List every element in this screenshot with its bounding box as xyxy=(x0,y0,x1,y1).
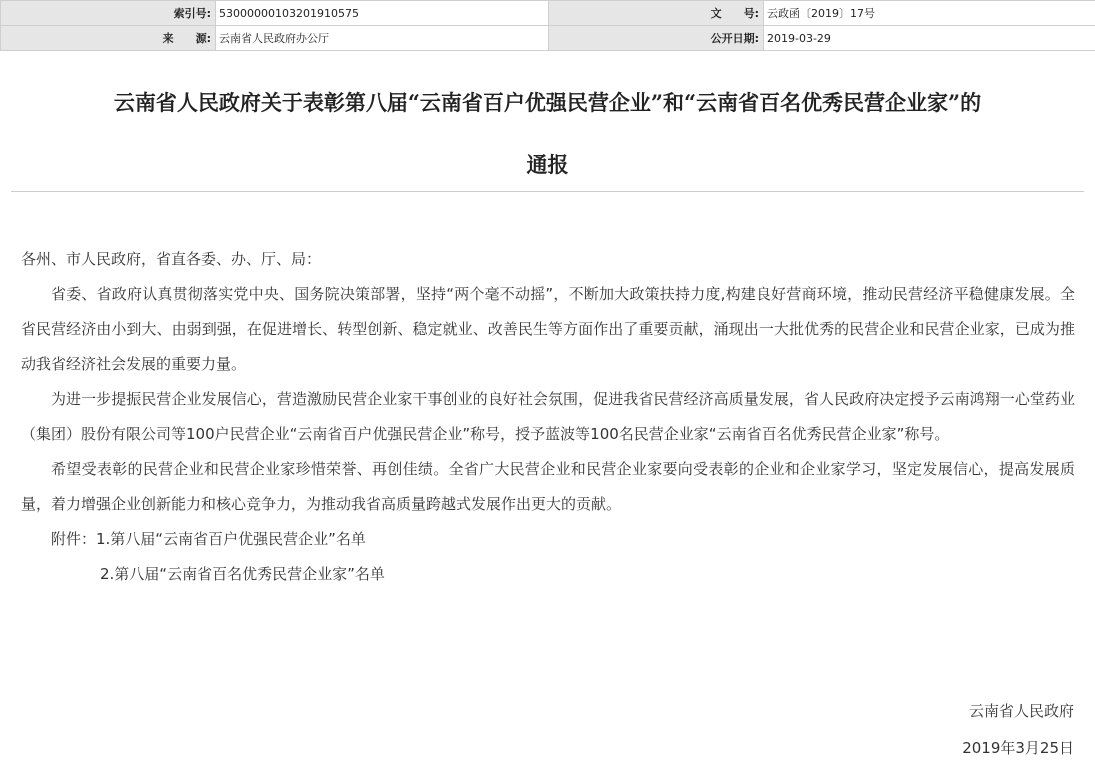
salutation: 各州、市人民政府，省直各委、办、厅、局： xyxy=(21,250,322,268)
metadata-table xyxy=(0,0,1095,51)
source-value: 云南省人民政府办公厅 xyxy=(216,26,549,51)
source-label: 来 源: xyxy=(1,26,216,51)
paragraph-1: 省委、省政府认真贯彻落实党中央、国务院决策部署，坚持“两个毫不动摇”，不断加大政策扶持力度,构建良好营商环境，推动民营经济平稳健康发展。全省民营经济由小到大、由弱到强，在促进增长、转型创新、稳定就业、改善民生等方面作出了重要贡献，涌现出一大批优秀的民营企业和民营企业家，已成为推动我省经济社会发展的重要力量。 xyxy=(21,285,1075,373)
attachment-1: 附件：1.第八届“云南省百户优强民营企业”名单 xyxy=(51,530,366,548)
doc-number-label: 文 号: xyxy=(549,1,764,26)
document-title-line-2: 通报 xyxy=(526,152,569,177)
doc-number-value: 云政函〔2019〕17号 xyxy=(764,1,1095,26)
metadata-row xyxy=(1,26,1095,51)
document-body xyxy=(21,242,1075,592)
signature-organization: 云南省人民政府 xyxy=(968,702,1074,720)
publish-date-value: 2019-03-29 xyxy=(764,26,1095,51)
index-label: 索引号: xyxy=(1,1,216,26)
publish-date-label: 公开日期: xyxy=(549,26,764,51)
signature-date: 2019年3月25日 xyxy=(962,739,1074,757)
paragraph-2: 为进一步提振民营企业发展信心，营造激励民营企业家干事创业的良好社会氛围，促进我省民营经济高质量发展，省人民政府决定授予云南鸿翔一心堂药业（集团）股份有限公司等100户民营企业“云南省百户优强民营企业”称号，授予蓝波等100名民营企业家“云南省百名优秀民营企业家”称号。 xyxy=(21,390,1075,443)
index-value: 5300000010320191057​5 xyxy=(216,1,549,26)
paragraph-3: 希望受表彰的民营企业和民营企业家珍惜荣誉、再创佳绩。全省广大民营企业和民营企业家要向受表彰的企业和企业家学习，坚定发展信心，提高发展质量，着力增强企业创新能力和核心竞争力，为推动我省高质量跨越式发展作出更大的贡献。 xyxy=(21,460,1075,513)
metadata-row xyxy=(1,1,1095,26)
document-title-line-1: 云南省人民政府关于表彰第八届“云南省百户优强民营企业”和“云南省百名优秀民营企业家”的 xyxy=(113,90,982,115)
title-divider xyxy=(11,191,1084,192)
attachment-2: 2.第八届“云南省百名优秀民营企业家”名单 xyxy=(100,565,385,583)
